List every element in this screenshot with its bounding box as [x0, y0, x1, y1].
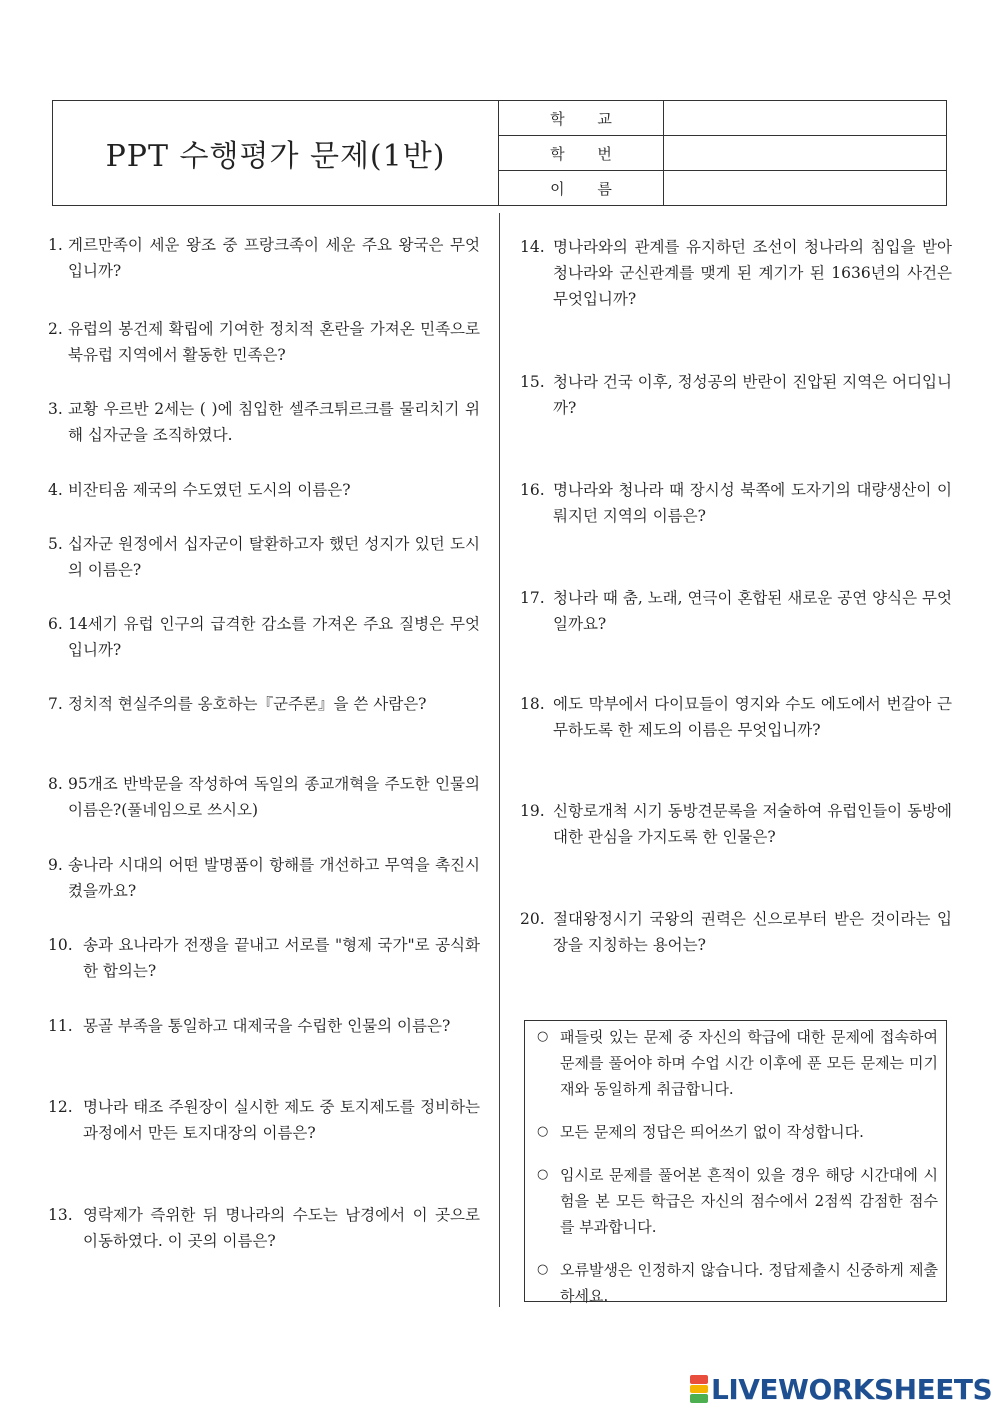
question-17: [520, 585, 952, 637]
question-number: 19.: [520, 802, 545, 820]
liveworksheets-logo[interactable]: [690, 1374, 992, 1404]
question-text: 95개조 반박문을 작성하여 독일의 종교개혁을 주도한 인물의 이름은?(풀네임으로 쓰시오): [68, 775, 480, 819]
question-text: 송나라 시대의 어떤 발명품이 항해를 개선하고 무역을 촉진시켰을까요?: [68, 856, 480, 900]
question-3: [48, 396, 480, 448]
question-20: [520, 906, 952, 958]
question-text: 청나라 때 춤, 노래, 연극이 혼합된 새로운 공연 양식은 무엇일까요?: [553, 589, 952, 633]
question-text: 에도 막부에서 다이묘들이 영지와 수도 에도에서 번갈아 근무하도록 한 제도의 이름은 무엇입니까?: [553, 695, 952, 739]
bullet-icon: ○: [537, 1029, 549, 1044]
question-1: [48, 232, 480, 284]
notice-text: 패들릿 있는 문제 중 자신의 학급에 대한 문제에 접속하여 문제를 풀어야 하며 수업 시간 이후에 푼 모든 문제는 미기재와 동일하게 취급합니다.: [560, 1028, 938, 1098]
notice-text: 오류발생은 인정하지 않습니다. 정답제출시 신중하게 제출하세요.: [560, 1261, 938, 1305]
question-number: 5.: [48, 535, 63, 553]
notice-item: [535, 1119, 938, 1145]
question-text: 14세기 유럽 인구의 급격한 감소를 가져온 주요 질병은 무엇입니까?: [68, 615, 480, 659]
question-12: [48, 1094, 480, 1146]
question-number: 17.: [520, 589, 545, 607]
question-number: 4.: [48, 481, 63, 499]
question-2: [48, 316, 480, 368]
question-14: [520, 234, 952, 312]
question-text: 정치적 현실주의를 옹호하는『군주론』을 쓴 사람은?: [68, 695, 427, 713]
student-number-label: 학 번: [499, 136, 664, 170]
question-number: 8.: [48, 775, 63, 793]
question-13: [48, 1202, 480, 1254]
question-10: [48, 932, 480, 984]
student-number-field[interactable]: [664, 136, 946, 170]
question-number: 12.: [48, 1098, 73, 1116]
question-number: 15.: [520, 373, 545, 391]
school-row: [499, 101, 946, 136]
question-6: [48, 611, 480, 663]
question-text: 비잔티움 제국의 수도였던 도시의 이름은?: [68, 481, 351, 499]
question-number: 1.: [48, 236, 63, 254]
question-text: 게르만족이 세운 왕조 중 프랑크족이 세운 주요 왕국은 무엇입니까?: [68, 236, 480, 280]
page-title: PPT 수행평가 문제(1반): [53, 101, 499, 205]
question-7: [48, 691, 480, 717]
school-field[interactable]: [664, 101, 946, 135]
notice-item: [535, 1257, 938, 1309]
question-11: [48, 1013, 480, 1039]
question-number: 13.: [48, 1206, 73, 1224]
question-text: 몽골 부족을 통일하고 대제국을 수립한 인물의 이름은?: [83, 1017, 451, 1035]
question-text: 청나라 건국 이후, 정성공의 반란이 진압된 지역은 어디입니까?: [553, 373, 952, 417]
question-text: 유럽의 봉건제 확립에 기여한 정치적 혼란을 가져온 민족으로 북유럽 지역에서 활동한 민족은?: [68, 320, 480, 364]
question-9: [48, 852, 480, 904]
question-4: [48, 477, 480, 503]
notice-box: [524, 1020, 947, 1305]
question-number: 7.: [48, 695, 63, 713]
question-number: 11.: [48, 1017, 73, 1035]
question-text: 송과 요나라가 전쟁을 끝내고 서로를 "형제 국가"로 공식화한 합의는?: [83, 936, 480, 980]
question-number: 10.: [48, 936, 73, 954]
question-text: 십자군 원정에서 십자군이 탈환하고자 했던 성지가 있던 도시의 이름은?: [68, 535, 480, 579]
name-row: [499, 171, 946, 205]
notice-item: [535, 1024, 938, 1102]
notice-text: 모든 문제의 정답은 띄어쓰기 없이 작성합니다.: [560, 1123, 864, 1141]
question-text: 명나라와의 관계를 유지하던 조선이 청나라의 침입을 받아 청나라와 군신관계를 맺게 된 계기가 된 1636년의 사건은 무엇입니까?: [553, 238, 952, 308]
question-8: [48, 771, 480, 823]
question-19: [520, 798, 952, 850]
logo-text: LIVEWORKSHEETS: [711, 1372, 993, 1406]
question-text: 교황 우르반 2세는 ( )에 침입한 셀주크튀르크를 물리치기 위해 십자군을 조직하였다.: [68, 400, 480, 444]
bullet-icon: ○: [537, 1167, 549, 1182]
question-text: 절대왕정시기 국왕의 권력은 신으로부터 받은 것이라는 입장을 지칭하는 용어는?: [553, 910, 952, 954]
logo-icon: [690, 1375, 708, 1403]
question-text: 명나라와 청나라 때 장시성 북쪽에 도자기의 대량생산이 이뤄지던 지역의 이름은?: [553, 481, 952, 525]
question-text: 신항로개척 시기 동방견문록을 저술하여 유럽인들이 동방에 대한 관심을 가지도록 한 인물은?: [553, 802, 952, 846]
bullet-icon: ○: [537, 1262, 549, 1277]
question-number: 16.: [520, 481, 545, 499]
question-number: 9.: [48, 856, 63, 874]
question-number: 18.: [520, 695, 545, 713]
question-number: 6.: [48, 615, 63, 633]
name-label: 이 름: [499, 171, 664, 205]
student-number-row: [499, 136, 946, 171]
school-label: 학 교: [499, 101, 664, 135]
column-divider: [499, 213, 500, 1307]
question-number: 2.: [48, 320, 63, 338]
question-text: 명나라 태조 주원장이 실시한 제도 중 토지제도를 정비하는 과정에서 만든 토지대장의 이름은?: [83, 1098, 480, 1142]
name-field[interactable]: [664, 171, 946, 205]
bullet-icon: ○: [537, 1124, 549, 1139]
question-18: [520, 691, 952, 743]
question-number: 20.: [520, 910, 545, 928]
question-15: [520, 369, 952, 421]
question-5: [48, 531, 480, 583]
question-number: 3.: [48, 400, 63, 418]
question-text: 영락제가 즉위한 뒤 명나라의 수도는 남경에서 이 곳으로 이동하였다. 이 곳의 이름은?: [83, 1206, 480, 1250]
notice-text: 임시로 문제를 풀어본 흔적이 있을 경우 해당 시간대에 시험을 본 모든 학급은 자신의 점수에서 2점씩 감점한 점수를 부과합니다.: [560, 1166, 938, 1236]
header-table: [52, 100, 947, 206]
notice-item: [535, 1162, 938, 1240]
question-number: 14.: [520, 238, 545, 256]
question-16: [520, 477, 952, 529]
